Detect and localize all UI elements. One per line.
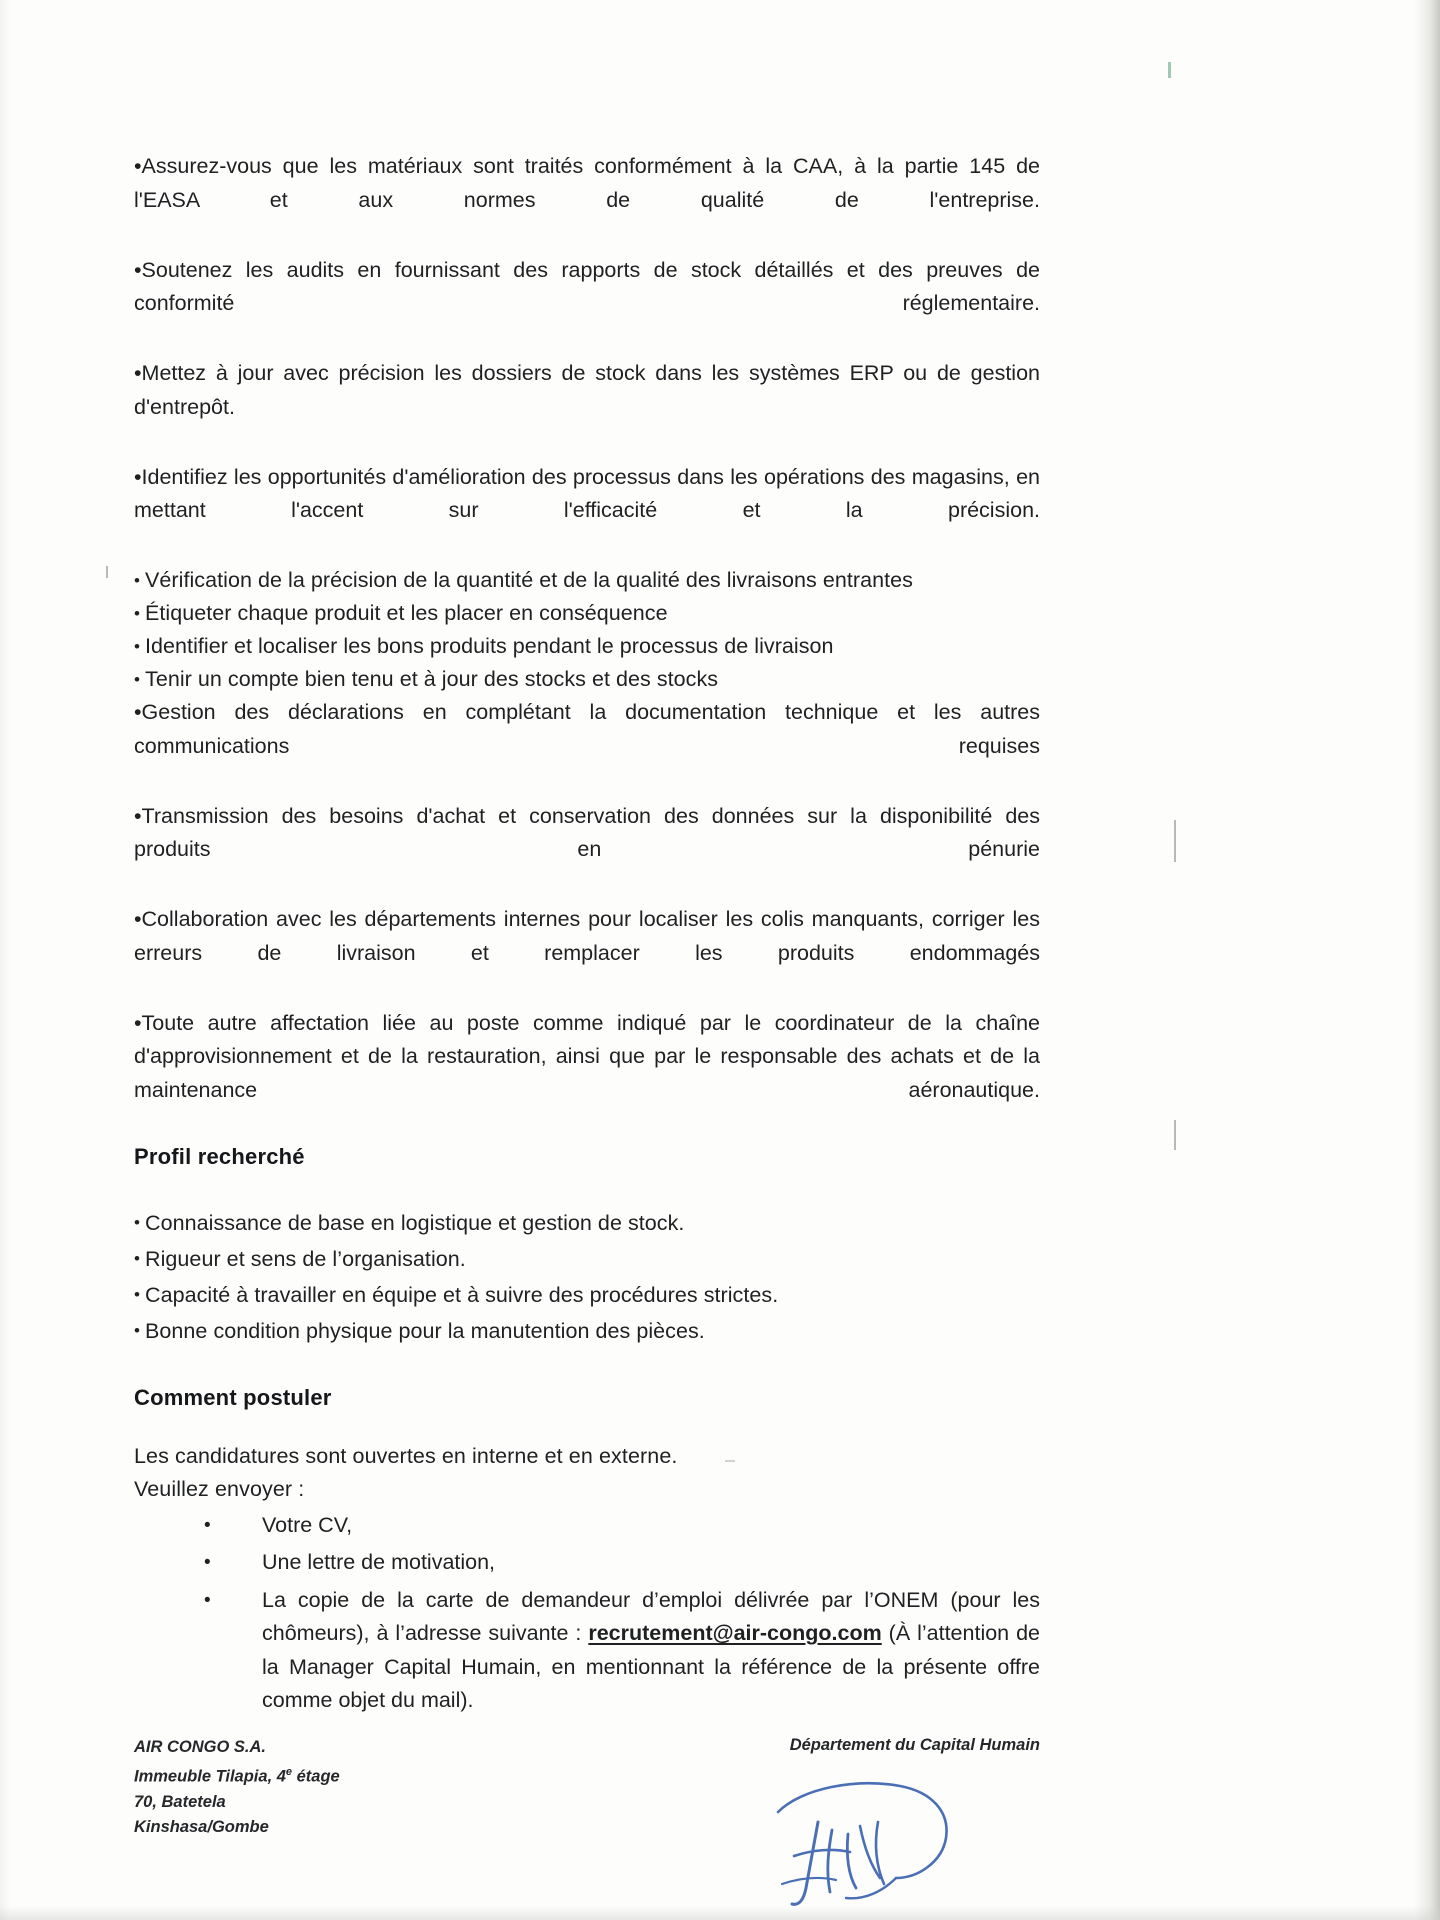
list-item bbox=[204, 1584, 1040, 1718]
list-item bbox=[134, 1243, 1040, 1276]
list-item-text-after-email: (À l’attention de la Manager Capital Humain, en mentionnant la référence de la présente offre comme objet du mail). bbox=[262, 1621, 1041, 1712]
list-item bbox=[134, 1007, 1040, 1141]
document-body bbox=[134, 150, 1040, 1722]
list-item bbox=[204, 1509, 1040, 1543]
list-item-text-before-email: La copie de la carte de demandeur d’emploi délivrée par l’ONEM (pour les chômeurs), à l’adresse suivante : bbox=[262, 1587, 1040, 1645]
bullet-icon: • bbox=[134, 907, 142, 931]
scan-edge-bottom bbox=[0, 1906, 1440, 1920]
list-item-text: Identifiez les opportunités d'amélioration des processus dans les opérations des magasins, en mettant l'accent sur l'efficacité et la précision. bbox=[134, 464, 1040, 522]
list-item bbox=[134, 903, 1040, 1004]
scan-artifact bbox=[1168, 62, 1171, 78]
bullet-icon: • bbox=[204, 1514, 211, 1536]
list-item bbox=[134, 630, 1040, 663]
list-item-text: Soutenez les audits en fournissant des rapports de stock détaillés et des preuves de conformité réglementaire. bbox=[134, 257, 1040, 315]
responsibilities-list bbox=[134, 150, 1040, 1141]
profile-list bbox=[134, 1207, 1040, 1348]
list-item-text: Une lettre de motivation, bbox=[262, 1550, 496, 1574]
list-item-text: Connaissance de base en logistique et gestion de stock. bbox=[145, 1210, 685, 1235]
list-item-text: Rigueur et sens de l’organisation. bbox=[145, 1246, 466, 1271]
list-item-text: Bonne condition physique pour la manutention des pièces. bbox=[145, 1318, 705, 1343]
scan-artifact bbox=[106, 566, 108, 578]
list-item-text: Gestion des déclarations en complétant la documentation technique et les autres communications requises bbox=[134, 700, 1040, 758]
scan-edge-right bbox=[1414, 0, 1440, 1920]
bullet-icon: • bbox=[134, 1249, 141, 1268]
address-line-building: Immeuble Tilapia, 4e étage bbox=[134, 1766, 340, 1786]
bullet-icon: • bbox=[134, 636, 141, 656]
list-item bbox=[134, 150, 1040, 251]
list-item-text: Collaboration avec les départements internes pour localiser les colis manquants, corriger les erreurs de livraison et remplacer les produits endommagés bbox=[134, 907, 1040, 965]
list-item bbox=[134, 1207, 1040, 1240]
list-item-text: Transmission des besoins d'achat et conservation des données sur la disponibilité des produits en pénurie bbox=[134, 803, 1040, 861]
bullet-icon: • bbox=[134, 570, 141, 590]
ordinal-suffix: e bbox=[285, 1766, 293, 1778]
bullet-icon: • bbox=[134, 1285, 141, 1304]
document-footer bbox=[134, 1735, 1040, 1840]
list-item-text: Capacité à travailler en équipe et à suivre des procédures strictes. bbox=[145, 1282, 779, 1307]
department-label: Département du Capital Humain bbox=[789, 1736, 1040, 1754]
apply-intro-open: Les candidatures sont ouvertes en interne et en externe. bbox=[134, 1443, 678, 1468]
bullet-icon: • bbox=[134, 700, 142, 724]
bullet-icon: • bbox=[134, 154, 142, 178]
bullet-icon: • bbox=[134, 361, 142, 385]
bullet-icon: • bbox=[134, 1213, 141, 1232]
list-item-text: Toute autre affectation liée au poste comme indiqué par le coordinateur de la chaîne d'approvisionnement et de la restauration, ainsi que par le responsable des achats et de la maintenance aéronautique. bbox=[134, 1010, 1040, 1102]
list-item bbox=[134, 1279, 1040, 1312]
list-item bbox=[134, 663, 1040, 696]
apply-intro-send: Veuillez envoyer : bbox=[134, 1476, 305, 1501]
section-heading-apply: Comment postuler bbox=[134, 1384, 332, 1410]
list-item-text: Mettez à jour avec précision les dossiers de stock dans les systèmes ERP ou de gestion d'entrepôt. bbox=[134, 361, 1040, 419]
bullet-icon: • bbox=[134, 603, 141, 623]
scan-edge-left bbox=[0, 0, 10, 1920]
bullet-icon: • bbox=[134, 1321, 141, 1340]
list-item bbox=[134, 254, 1040, 355]
list-item bbox=[204, 1546, 1040, 1580]
scan-artifact bbox=[1174, 820, 1176, 862]
list-item bbox=[134, 696, 1040, 797]
apply-documents-list bbox=[134, 1509, 1040, 1718]
list-item bbox=[134, 800, 1040, 901]
list-item bbox=[134, 564, 1040, 597]
recruitment-email-link[interactable]: recrutement@air-congo.com bbox=[588, 1621, 882, 1645]
section-heading-profile: Profil recherché bbox=[134, 1143, 305, 1169]
bullet-icon: • bbox=[134, 1010, 142, 1035]
address-line-street: 70, Batetela bbox=[134, 1792, 226, 1811]
list-item-text: Identifier et localiser les bons produits pendant le processus de livraison bbox=[145, 634, 834, 658]
list-item-text: Votre CV, bbox=[262, 1512, 353, 1537]
scan-artifact bbox=[1174, 1120, 1176, 1150]
list-item bbox=[134, 1315, 1040, 1348]
company-name: AIR CONGO S.A. bbox=[134, 1738, 267, 1756]
company-address-block bbox=[134, 1735, 340, 1840]
list-item bbox=[134, 461, 1040, 562]
list-item-text: Assurez-vous que les matériaux sont traités conformément à la CAA, à la partie 145 de l'EASA et aux normes de qualité de l'entreprise. bbox=[134, 154, 1040, 212]
list-item-text: Vérification de la précision de la quantité et de la qualité des livraisons entrantes bbox=[145, 568, 913, 592]
address-line-city: Kinshasa/Gombe bbox=[134, 1817, 269, 1836]
bullet-icon: • bbox=[134, 257, 142, 282]
bullet-icon: • bbox=[204, 1589, 211, 1611]
bullet-icon: • bbox=[204, 1552, 211, 1573]
list-item bbox=[134, 597, 1040, 630]
bullet-icon: • bbox=[134, 464, 142, 489]
list-item-text: Étiqueter chaque produit et les placer en conséquence bbox=[145, 601, 668, 625]
list-item bbox=[134, 357, 1040, 458]
list-item-text: Tenir un compte bien tenu et à jour des stocks et des stocks bbox=[145, 667, 719, 691]
bullet-icon: • bbox=[134, 803, 142, 828]
bullet-icon: • bbox=[134, 669, 141, 689]
